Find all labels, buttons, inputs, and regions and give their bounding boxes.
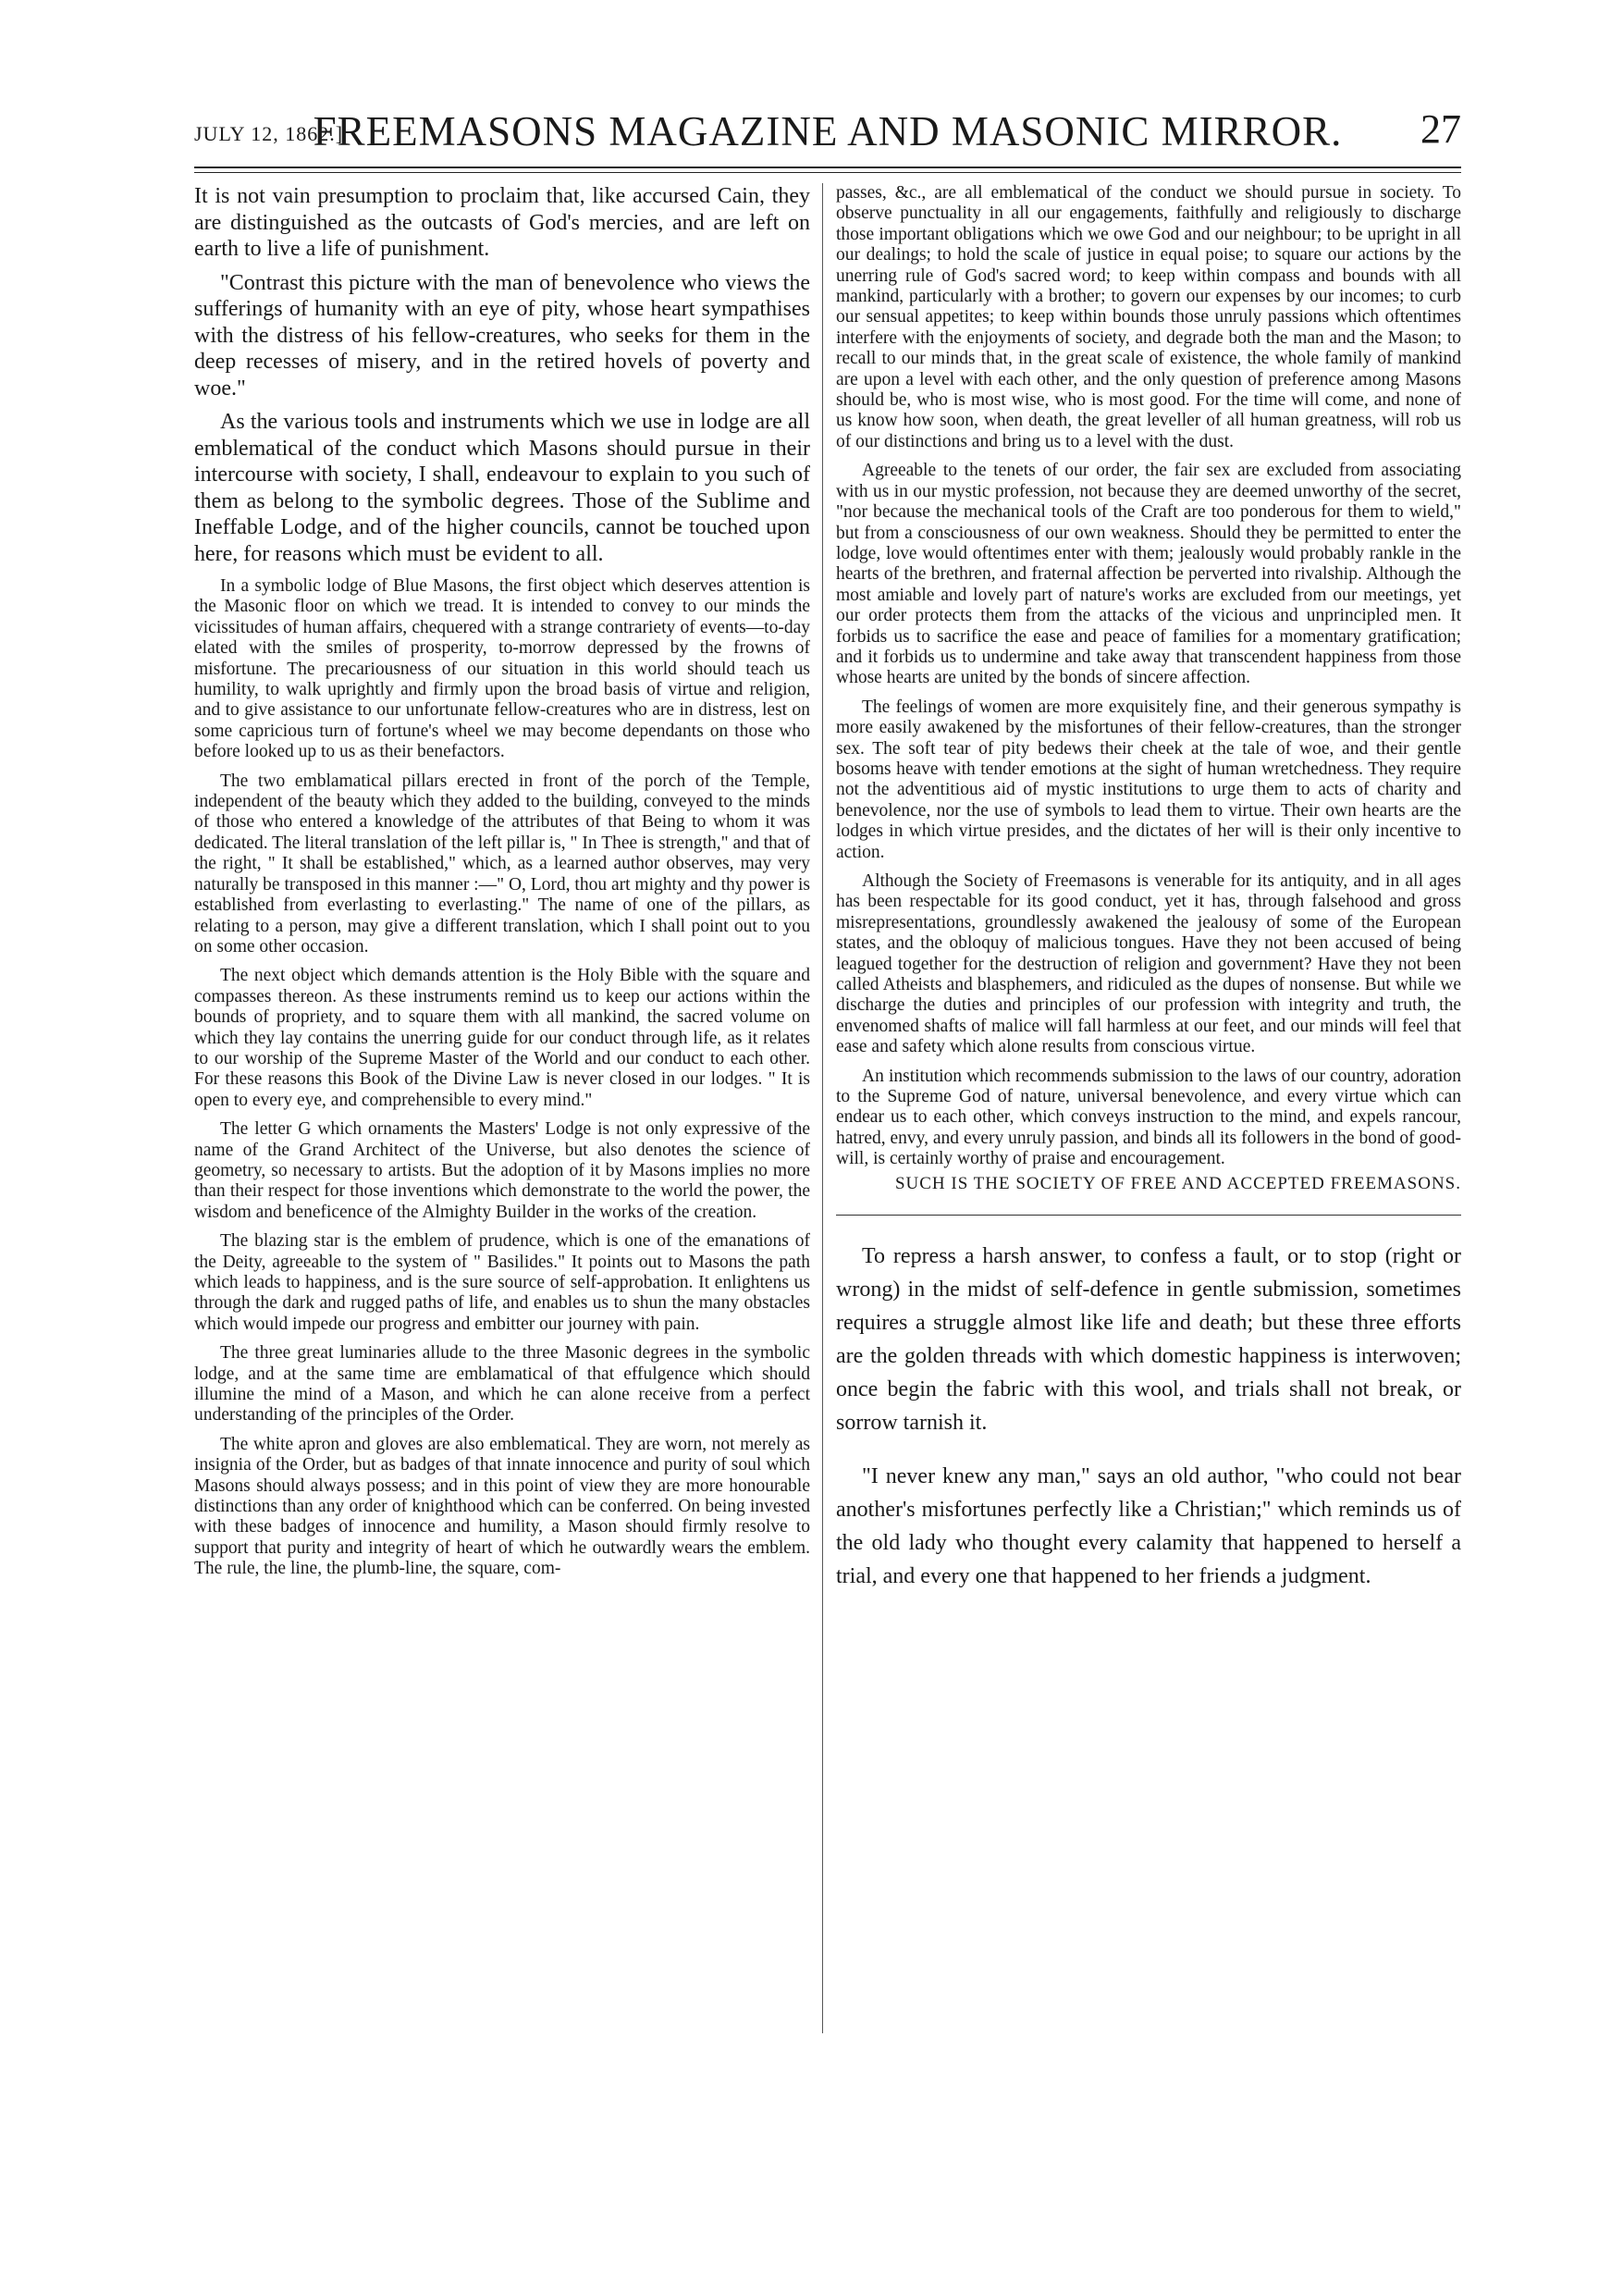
issue-date: JULY 12, 1862.] [194,122,344,145]
left-column [194,183,810,1580]
magazine-title: FREEMASONS MAGAZINE AND MASONIC MIRROR. [313,108,1343,154]
section-divider [836,1215,1461,1216]
paragraph: As the various tools and instruments which we use in lodge are all emblematical of the conduct which Masons should pursue in their intercourse with society, I shall, endeavour to explain to you such of them as belong to the symbolic degrees. Those of the Sublime and Ineffable Lodge, and of the higher councils, cannot be touched upon here, for reasons which must be evident to all. [194,410,810,566]
paragraph: Although the Society of Freemasons is venerable for its antiquity, and in all ages has been respectable for its good conduct, yet it has, through falsehood and gross misrepresentations, groundlessly awakened the jealousy of some of the European states, and the obloquy of malicious tongues. Have they not been accused of being leagued together for the destruction of religion and government? Have they not been called Atheists and blasphemers, and ridiculed as the dupes of nonsense. But while we discharge the duties and principles of our profession with integrity and truth, the envenomed shafts of malice will fall harmless at our feet, and our minds will feel that ease and safety which alone results from conscious virtue. [836,871,1461,1057]
paragraph: The next object which demands attention is the Holy Bible with the square and compasses thereon. As these instruments remind us to keep our actions within the bounds of propriety, and to square them with all mankind, the sacred volume on which they lay contains the unerring guide for our conduct through life, as it relates to our worship of the Supreme Master of the World and our conduct to each other. For these reasons this Book of the Divine Law is never closed in our lodges. " It is open to every eye, and comprehensible to every mind." [194,966,810,1110]
paragraph: In a symbolic lodge of Blue Masons, the first object which deserves attention is the Masonic floor on which we tread. It is intended to convey to our minds the vicissitudes of human affairs, chequered with a strange contrariety of events—to-day elated with the smiles of prosperity, to-morrow depressed by the frowns of misfortune. The precariousness of our situation in this world should teach us humility, to walk uprightly and firmly upon the broad basis of virtue and religion, and to give assistance to our unfortunate fellow-creatures who are in distress, lest on some capricious turn of fortune's wheel we may become dependants on those who before looked up to us as their benefactors. [194,576,810,762]
right-column [836,183,1461,1593]
paragraph: passes, &c., are all emblematical of the conduct we should pursue in society. To observe punctuality in all our engagements, faithfully and religiously to discharge those important obligations which we owe God and our neighbour; to be upright in all our dealings; to hold the scale of justice in equal poise; to square our actions by the unerring rule of God's sacred word; to keep within compass and bounds with all mankind, particularly with a brother; to govern our expenses by our incomes; to curb our sensual appetites; to keep within bounds those unruly passions which oftentimes interfere with the enjoyments of society, and degrade both the man and the Mason; to recall to our minds that, in the great scale of existence, the whole family of mankind are upon a level with each other, and the only question of preference among Masons should be, who is most wise, who is most good. For the time will come, and none of us know how soon, when death, the great leveller of all human greatness, will rob us of our distinctions and bring us to a level with the dust. [836,183,1461,451]
paragraph: Agreeable to the tenets of our order, the fair sex are excluded from associating with us in our mystic profession, not because they are deemed unworthy of the secret, "nor because the mechanical tools of the Craft are too ponderous for them to wield," but from a consciousness of our own weakness. Should they be permitted to enter the lodge, love would oftentimes enter with them; jealously would probably rankle in the hearts of the brethren, and fraternal affection be perverted into rivalship. Although the most amiable and lovely part of nature's works are excluded from our meetings, yet our order protects them from the attacks of the vicious and unprincipled men. It forbids us to sacrifice the ease and peace of families for a momentary gratification; and it forbids us to undermine and take away that transcendent happiness from those whose hearts are united by the bonds of sincere affection. [836,461,1461,688]
paragraph: To repress a harsh answer, to confess a fault, or to stop (right or wrong) in the midst of self-defence in gentle submission, sometimes requires a struggle almost like life and death; but these three efforts are the golden threads with which domestic happiness is interwoven; once begin the fabric with this wool, and trials shall not break, or sorrow tarnish it. [836,1243,1461,1435]
closing-line: SUCH IS THE SOCIETY OF FREE AND ACCEPTED FREEMASONS. [894,1173,1461,1193]
header-rule-thin [194,172,1461,173]
paragraph: An institution which recommends submission to the laws of our country, adoration to the Supreme God of nature, universal benevolence, and every virtue which can endear us to each other, which conveys instruction to the mind, and expels rancour, hatred, envy, and every unruly passion, and binds all its followers in the bond of good-will, is certainly worthy of praise and encouragement. [836,1066,1461,1169]
paragraph: The two emblamatical pillars erected in front of the porch of the Temple, independent of the beauty which they added to the building, conveyed to the minds of those who entered a knowledge of the attributes of that Being to whom it was dedicated. The literal translation of the left pillar is, " In Thee is strength," and that of the right, " It shall be established," which, as a learned author observes, may very naturally be transposed in this manner :—" O, Lord, thou art mighty and thy power is established from everlasting to everlasting." The name of one of the pillars, as relating to a person, may give a different translation, which I shall point out to you on some other occasion. [194,771,810,957]
page-number: 27 [1420,106,1461,152]
paragraph: The blazing star is the emblem of prudence, which is one of the emanations of the Deity, agreeable to the system of " Basilides." It points out to Masons the path which leads to happiness, and is the sure source of self-approbation. It enlightens us through the dark and rugged paths of life, and enables us to shun the many obstacles which would impede our progress and embitter our journey with pain. [194,1231,810,1334]
paragraph: It is not vain presumption to proclaim that, like accursed Cain, they are distinguished as the outcasts of God's mercies, and are left on earth to live a life of punishment. [194,184,810,261]
header-rule [194,167,1461,168]
paragraph: The three great luminaries allude to the three Masonic degrees in the symbolic lodge, and at the same time are emblamatical of that effulgence which should illumine the mind of a Mason, and which he can alone receive from a perfect understanding of the principles of the Order. [194,1343,810,1426]
page-header [194,102,1461,167]
paragraph: "Contrast this picture with the man of benevolence who views the sufferings of humanity with an eye of pity, whose heart sympathises with the distress of his fellow-creatures, who seeks for them in the deep recesses of misery, and in the retired hovels of poverty and woe." [194,270,810,401]
paragraph: "I never knew any man," says an old author, "who could not bear another's misfortunes perfectly like a Christian;" which reminds us of the old lady who thought every calamity that happened to herself a trial, and every one that happened to her friends a judgment. [836,1463,1461,1588]
paragraph: The feelings of women are more exquisitely fine, and their generous sympathy is more easily awakened by the misfortunes of their fellow-creatures, than the stronger sex. The soft tear of pity bedews their cheek at the tale of woe, and their gentle bosoms heave with tender emotions at the sight of human wretchedness. They require not the adventitious aid of mystic institutions to urge them to acts of charity and benevolence, nor the use of symbols to lead them to virtue. Their own hearts are the lodges in which virtue presides, and the dictates of her will is their only incentive to action. [836,697,1461,862]
paragraph: The letter G which ornaments the Masters' Lodge is not only expressive of the name of the Grand Architect of the Universe, but also denotes the science of geometry, so necessary to artists. But the adoption of it by Masons implies no more than their respect for those inventions which demonstrate to the world the power, the wisdom and beneficence of the Almighty Builder in the works of the creation. [194,1119,810,1222]
paragraph: The white apron and gloves are also emblematical. They are worn, not merely as insignia of the Order, but as badges of that innate innocence and purity of soul which Masons should always possess; and in this point of view they are more honourable distinctions than any order of knighthood which can be conferred. On being invested with these badges of innocence and humility, a Mason should firmly resolve to support that purity and integrity of heart of which he outwardly wears the emblem. The rule, the line, the plumb-line, the square, com- [194,1434,810,1579]
column-divider [822,183,823,2033]
